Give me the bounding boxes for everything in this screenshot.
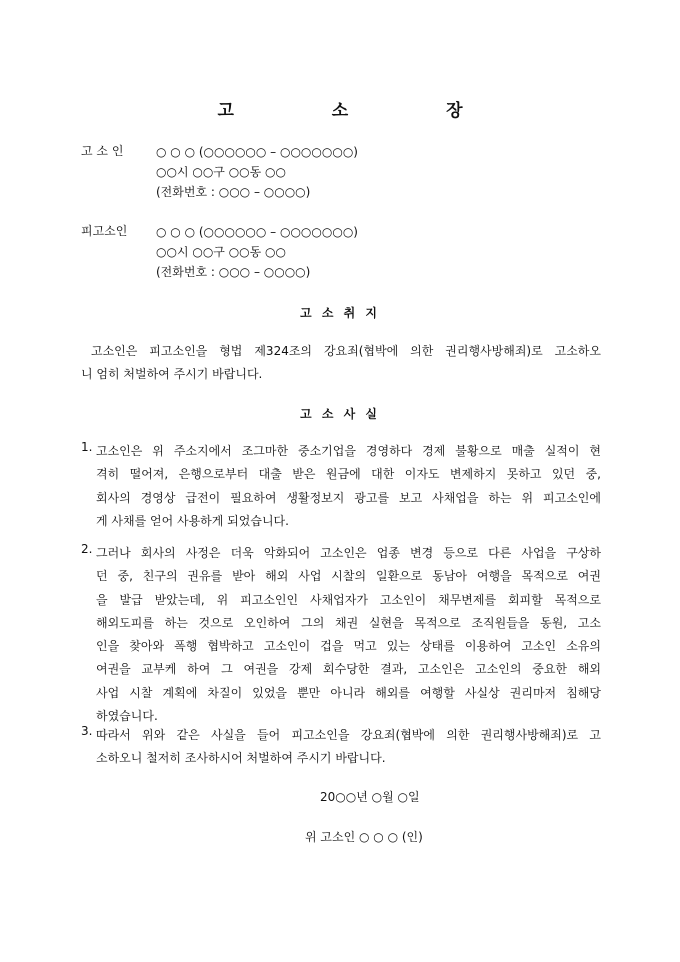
fact-line: 해외도피를 하는 것으로 오인하여 그의 채권 실현을 목적으로 조직원들을 동원, 고소	[96, 615, 601, 630]
complainant-address: ○○시 ○○구 ○○동 ○○	[156, 165, 286, 179]
fact-number: 3.	[81, 724, 93, 738]
fact-line: 하였습니다.	[96, 709, 158, 724]
fact-number: 1.	[81, 440, 93, 454]
complainant-signature: 위 고소인 ○ ○ ○ (인)	[305, 830, 423, 844]
purpose-line: 고소인은 피고소인을 형법 제324조의 강요죄(협박에 의한 권리행사방해죄)로 고소하오	[91, 344, 601, 358]
fact-line: 사업 시찰 계획에 차질이 있었을 뿐만 아니라 해외를 여행할 사실상 권리마저 침해당	[96, 685, 601, 700]
defendant-label: 피고소인	[81, 224, 128, 238]
document-title: 고 소 장	[217, 101, 509, 121]
defendant-name: ○ ○ ○ (○○○○○○ – ○○○○○○○)	[156, 225, 358, 239]
fact-line: 을 발급 받았는데, 위 피고소인인 사채업자가 고소인이 채무변제를 회피할 목적으로	[96, 592, 601, 607]
fact-line: 던 중, 친구의 권유를 받아 해외 사업 시찰의 일환으로 동남아 여행을 목적으로 여권	[96, 569, 601, 584]
defendant-phone: (전화번호 : ○○○ – ○○○○)	[156, 265, 311, 279]
fact-line: 게 사채를 얻어 사용하게 되었습니다.	[96, 513, 289, 528]
purpose-line: 니 엄히 처벌하여 주시기 바랍니다.	[81, 367, 263, 381]
defendant-address: ○○시 ○○구 ○○동 ○○	[156, 245, 286, 259]
fact-line: 여권을 교부케 하여 그 여권을 강제 회수당한 결과, 고소인은 고소인의 중요한 해외	[96, 662, 601, 677]
fact-line: 그러나 회사의 사정은 더욱 악화되어 고소인은 업종 변경 등으로 다른 사업을 구상하	[96, 546, 601, 560]
document-date: 20○○년 ○월 ○일	[320, 790, 420, 804]
complainant-name: ○ ○ ○ (○○○○○○ – ○○○○○○○)	[156, 145, 358, 159]
purpose-paragraph	[81, 340, 601, 386]
facts-heading: 고 소 사 실	[300, 407, 380, 421]
fact-line: 인을 찾아와 폭행 협박하고 고소인이 겁을 먹고 있는 상태를 이용하여 고소인 소유의	[96, 639, 601, 654]
complainant-label: 고 소 인	[81, 144, 124, 158]
fact-line: 고소인은 위 주소지에서 조그마한 중소기업을 경영하다 경제 불황으로 매출 실적이 현	[96, 444, 601, 458]
fact-line: 소하오니 철저히 조사하시어 처벌하여 주시기 바랍니다.	[96, 751, 386, 766]
fact-line: 따라서 위와 같은 사실을 들어 피고소인을 강요죄(협박에 의한 권리행사방해죄)로 고	[96, 728, 601, 742]
fact-line: 격히 떨어져, 은행으로부터 대출 받은 원금에 대한 이자도 변제하지 못하고 있던 중,	[96, 467, 601, 482]
fact-line: 회사의 경영상 급전이 필요하여 생활정보지 광고를 보고 사채업을 하는 위 피고소인에	[96, 490, 601, 505]
purpose-heading: 고 소 취 지	[300, 306, 380, 320]
fact-number: 2.	[81, 542, 93, 556]
complainant-phone: (전화번호 : ○○○ – ○○○○)	[156, 185, 311, 199]
